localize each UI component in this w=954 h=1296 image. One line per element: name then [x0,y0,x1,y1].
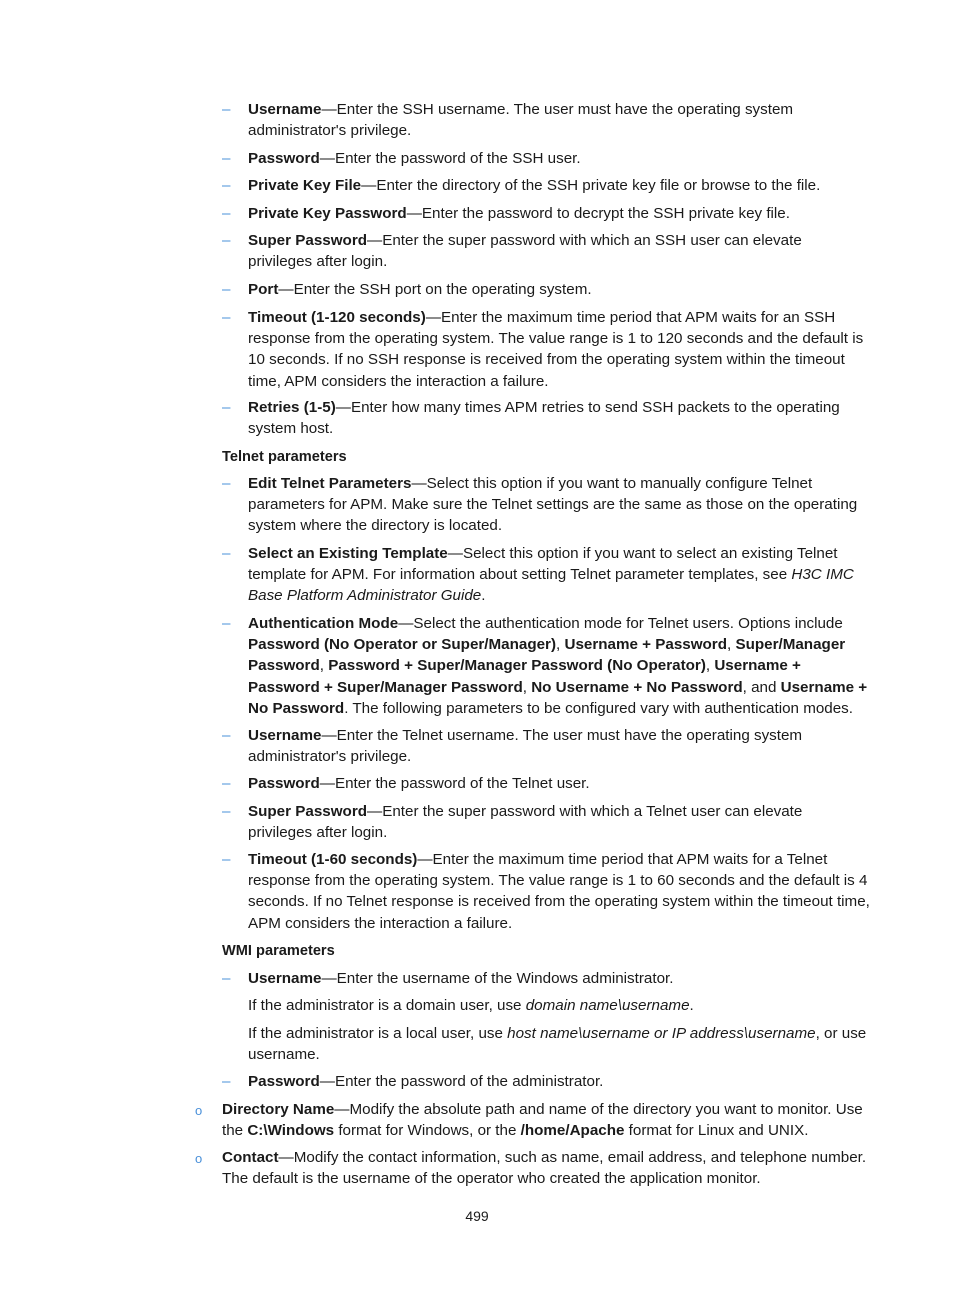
dash-bullet-icon: – [222,727,231,744]
local-format: host name\username or IP address\username [507,1025,816,1042]
section-heading-wmi: WMI parameters [222,943,335,959]
item-desc: —Enter the username of the Windows administrator. [321,970,674,987]
item-term: Private Key Password [248,205,407,222]
item-desc: —Modify the absolute path and name of the directory you want to monitor. Use the [222,1101,863,1140]
auth-option: Username + No Password [248,678,868,717]
list-item [222,307,870,392]
list-item [222,397,870,439]
note-text: If the administrator is a domain user, use [248,997,526,1014]
item-term: Authentication Mode [248,615,399,632]
note-text: If the administrator is a local user, use [248,1025,508,1042]
dash-bullet-icon: – [222,205,231,222]
item-term: Username [248,101,322,118]
auth-option: Password (No Operator or Super/Manager) [248,636,557,654]
item-desc: —Enter how many times APM retries to send SSH packets to the operating system host. [248,399,840,438]
item-desc: —Enter the SSH username. The user must have the operating system administrator's privilege. [248,101,794,140]
page-number: 499 [465,1208,489,1224]
list-item [222,543,870,607]
item-desc: —Enter the password of the Telnet user. [319,775,590,792]
item-term: Port [248,281,279,298]
guide-title: H3C IMC Base Platform Administrator Guide [248,566,854,605]
separator: , [319,657,329,675]
note-paragraph [222,995,870,1016]
auth-option: Password + Super/Manager Password (No Operator) [328,657,706,675]
item-desc: —Modify the contact information, such as name, email address, and telephone number. The default is the username of the operator who created the application monitor. [222,1149,867,1188]
punctuation: . [689,997,694,1014]
item-term: Password [248,775,320,792]
item-term: Username [248,970,322,987]
circle-bullet-icon: o [195,1151,203,1166]
list-item [222,849,870,934]
dash-bullet-icon: – [222,281,231,298]
dash-bullet-icon: – [222,970,231,987]
item-desc: —Enter the password to decrypt the SSH private key file. [406,205,790,222]
item-term: Password [248,150,320,167]
item-term: Edit Telnet Parameters [248,475,412,492]
dash-bullet-icon: – [222,475,231,492]
dash-bullet-icon: – [222,1073,231,1090]
item-term: Directory Name [222,1101,335,1118]
auth-option: No Username + No Password [531,678,743,696]
domain-format: domain name\username [525,997,690,1014]
item-desc: format for Windows, or the [334,1122,521,1140]
note-text: , or use username. [248,1025,867,1064]
item-term: Super Password [248,232,368,249]
list-item [222,773,870,794]
punctuation: . [481,587,486,605]
item-desc: —Enter the directory of the SSH private key file or browse to the file. [361,177,821,194]
item-desc: —Enter the password of the SSH user. [319,150,581,167]
list-item [195,1099,870,1141]
item-desc: . The following parameters to be configured vary with authentication modes. [344,699,853,717]
item-term: Timeout (1-60 seconds) [248,851,418,868]
item-desc: —Enter the SSH port on the operating system. [278,281,592,298]
dash-bullet-icon: – [222,309,231,326]
item-term: Username [248,727,322,744]
list-item [222,203,870,224]
list-item [222,1071,870,1092]
auth-option: Username + Password [564,636,727,654]
item-desc: —Select this option if you want to select an existing Telnet template for APM. For information about setting Telnet parameter templates, see [248,545,838,584]
item-term: Super Password [248,803,368,820]
note-paragraph [222,1023,870,1065]
item-desc: —Select this option if you want to manually configure Telnet parameters for APM. Make sure the Telnet settings are the same as those on the operating system where the directory is located. [248,475,858,535]
dash-bullet-icon: – [222,545,231,562]
dash-bullet-icon: – [222,177,231,194]
item-desc: —Enter the super password with which a Telnet user can elevate privileges after login. [248,803,803,842]
item-term: Retries (1-5) [248,399,336,416]
separator: , and [742,678,781,696]
list-item [222,613,870,719]
item-desc: format for Linux and UNIX. [624,1122,809,1140]
dash-bullet-icon: – [222,150,231,167]
dash-bullet-icon: – [222,101,231,118]
dash-bullet-icon: – [222,615,231,632]
section-heading-telnet: Telnet parameters [222,449,347,465]
list-item [222,175,870,196]
separator: , [705,657,715,675]
list-item [222,230,870,272]
circle-bullet-icon: o [195,1103,203,1118]
separator: , [727,636,736,654]
list-item [222,725,870,767]
list-item [222,968,870,989]
separator: , [556,636,565,654]
list-item [222,801,870,843]
item-desc: —Enter the super password with which an SSH user can elevate privileges after login. [248,232,802,271]
windows-path: C:\Windows [247,1122,335,1140]
linux-path: /home/Apache [520,1122,625,1140]
auth-option: Super/Manager Password [248,636,846,675]
dash-bullet-icon: – [222,803,231,820]
dash-bullet-icon: – [222,851,231,868]
item-term: Private Key File [248,177,362,194]
dash-bullet-icon: – [222,775,231,792]
list-item [222,279,870,300]
item-desc: —Enter the Telnet username. The user must have the operating system administrator's privilege. [248,727,803,766]
list-item [222,99,870,141]
list-item [222,148,870,169]
dash-bullet-icon: – [222,399,231,416]
dash-bullet-icon: – [222,232,231,249]
item-desc: —Enter the maximum time period that APM waits for a Telnet response from the operating system. The value range is 1 to 60 seconds and the default is 4 seconds. If no Telnet response is received from the operating system within the timeout time, APM considers the interaction a failure. [248,851,870,932]
item-term: Contact [222,1149,279,1166]
auth-option: Username + Password + Super/Manager Password [248,657,801,696]
list-item [222,473,870,537]
item-desc: —Enter the maximum time period that APM waits for an SSH response from the operating system. The value range is 1 to 120 seconds and the default is 10 seconds. If no SSH response is received from the operating system within the timeout time, APM considers the interaction a failure. [248,309,864,390]
item-term: Timeout (1-120 seconds) [248,309,426,326]
list-item [195,1147,870,1189]
separator: , [522,678,532,696]
item-desc: —Select the authentication mode for Telnet users. Options include [398,615,843,632]
item-desc: —Enter the password of the administrator. [319,1073,604,1090]
item-term: Select an Existing Template [248,545,448,562]
item-term: Password [248,1073,320,1090]
